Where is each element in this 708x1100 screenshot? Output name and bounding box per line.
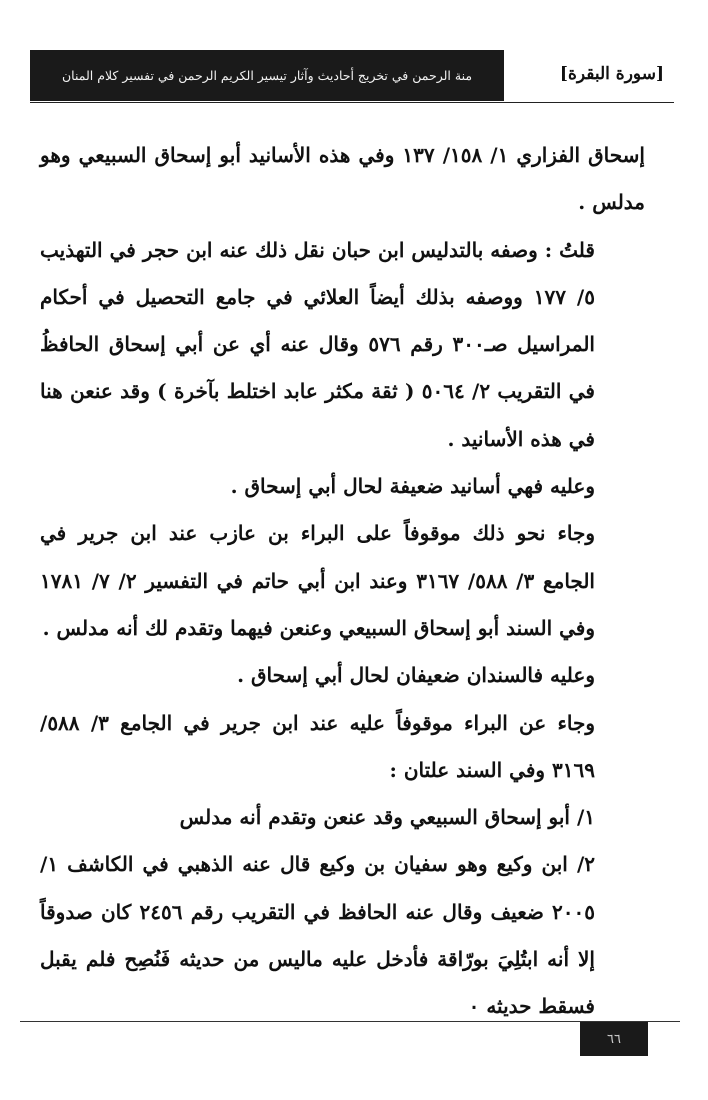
paragraph: وجاء نحو ذلك موقوفاً على البراء بن عازب عند ابن جرير في الجامع ٣/ ٥٨٨/ ٣١٦٧ وعند ابن أبي حاتم في التفسير ٢/ ٧/ ١٧٨١ وفي السند أبو إسحاق السبيعي وعنعن فيهما وتقدم لك أنه مدلس .: [40, 521, 595, 640]
paragraph: إسحاق الفزاري ١/ ١٥٨/ ١٣٧ وفي هذه الأسانيد أبو إسحاق السبيعي وهو مدلس .: [40, 143, 645, 215]
page-number: ٦٦: [580, 1022, 648, 1056]
paragraph: وعليه فهي أسانيد ضعيفة لحال أبي إسحاق .: [230, 474, 595, 499]
body-text: [40, 132, 645, 1031]
surah-label: [سورة البقرة]: [559, 64, 664, 84]
list-item: ١/ أبو إسحاق السبيعي وقد عنعن وتقدم أنه مدلس: [179, 805, 595, 830]
paragraph: وعليه فالسندان ضعيفان لحال أبي إسحاق .: [237, 663, 595, 688]
paragraph: وجاء عن البراء موقوفاً عليه عند ابن جرير في الجامع ٣/ ٥٨٨/ ٣١٦٩ وفي السند علتان :: [40, 710, 595, 782]
book-title: منة الرحمن في تخريج أحاديث وآثار تيسير الكريم الرحمن في تفسير كلام المنان: [30, 50, 504, 101]
paragraph: قلتُ : وصفه بالتدليس ابن حبان نقل ذلك عنه ابن حجر في التهذيب ٥/ ١٧٧ ووصفه بذلك أيضاً العلائي في جامع التحصيل في أحكام المراسيل صـ٣٠٠ رقم ٥٧٦ وقال عنه أي عن أبي إسحاق الحافظُ في التقريب ٢/ ٥٠٦٤ ( ثقة مكثر عابد اختلط بآخرة ) وقد عنعن هنا في هذه الأسانيد .: [40, 237, 595, 451]
list-item: ٢/ ابن وكيع وهو سفيان بن وكيع قال عنه الذهبي في الكاشف ١/ ٢٠٠٥ ضعيف وقال عنه الحافظ في التقريب رقم ٢٤٥٦ كان صدوقاً إلا أنه ابتُلِيَ بورّاقة فأدخل عليه ماليس من حديثه فَنُصِح فلم يقبل فسقط حديثه ٠: [40, 852, 595, 1019]
page-header: [30, 50, 674, 103]
